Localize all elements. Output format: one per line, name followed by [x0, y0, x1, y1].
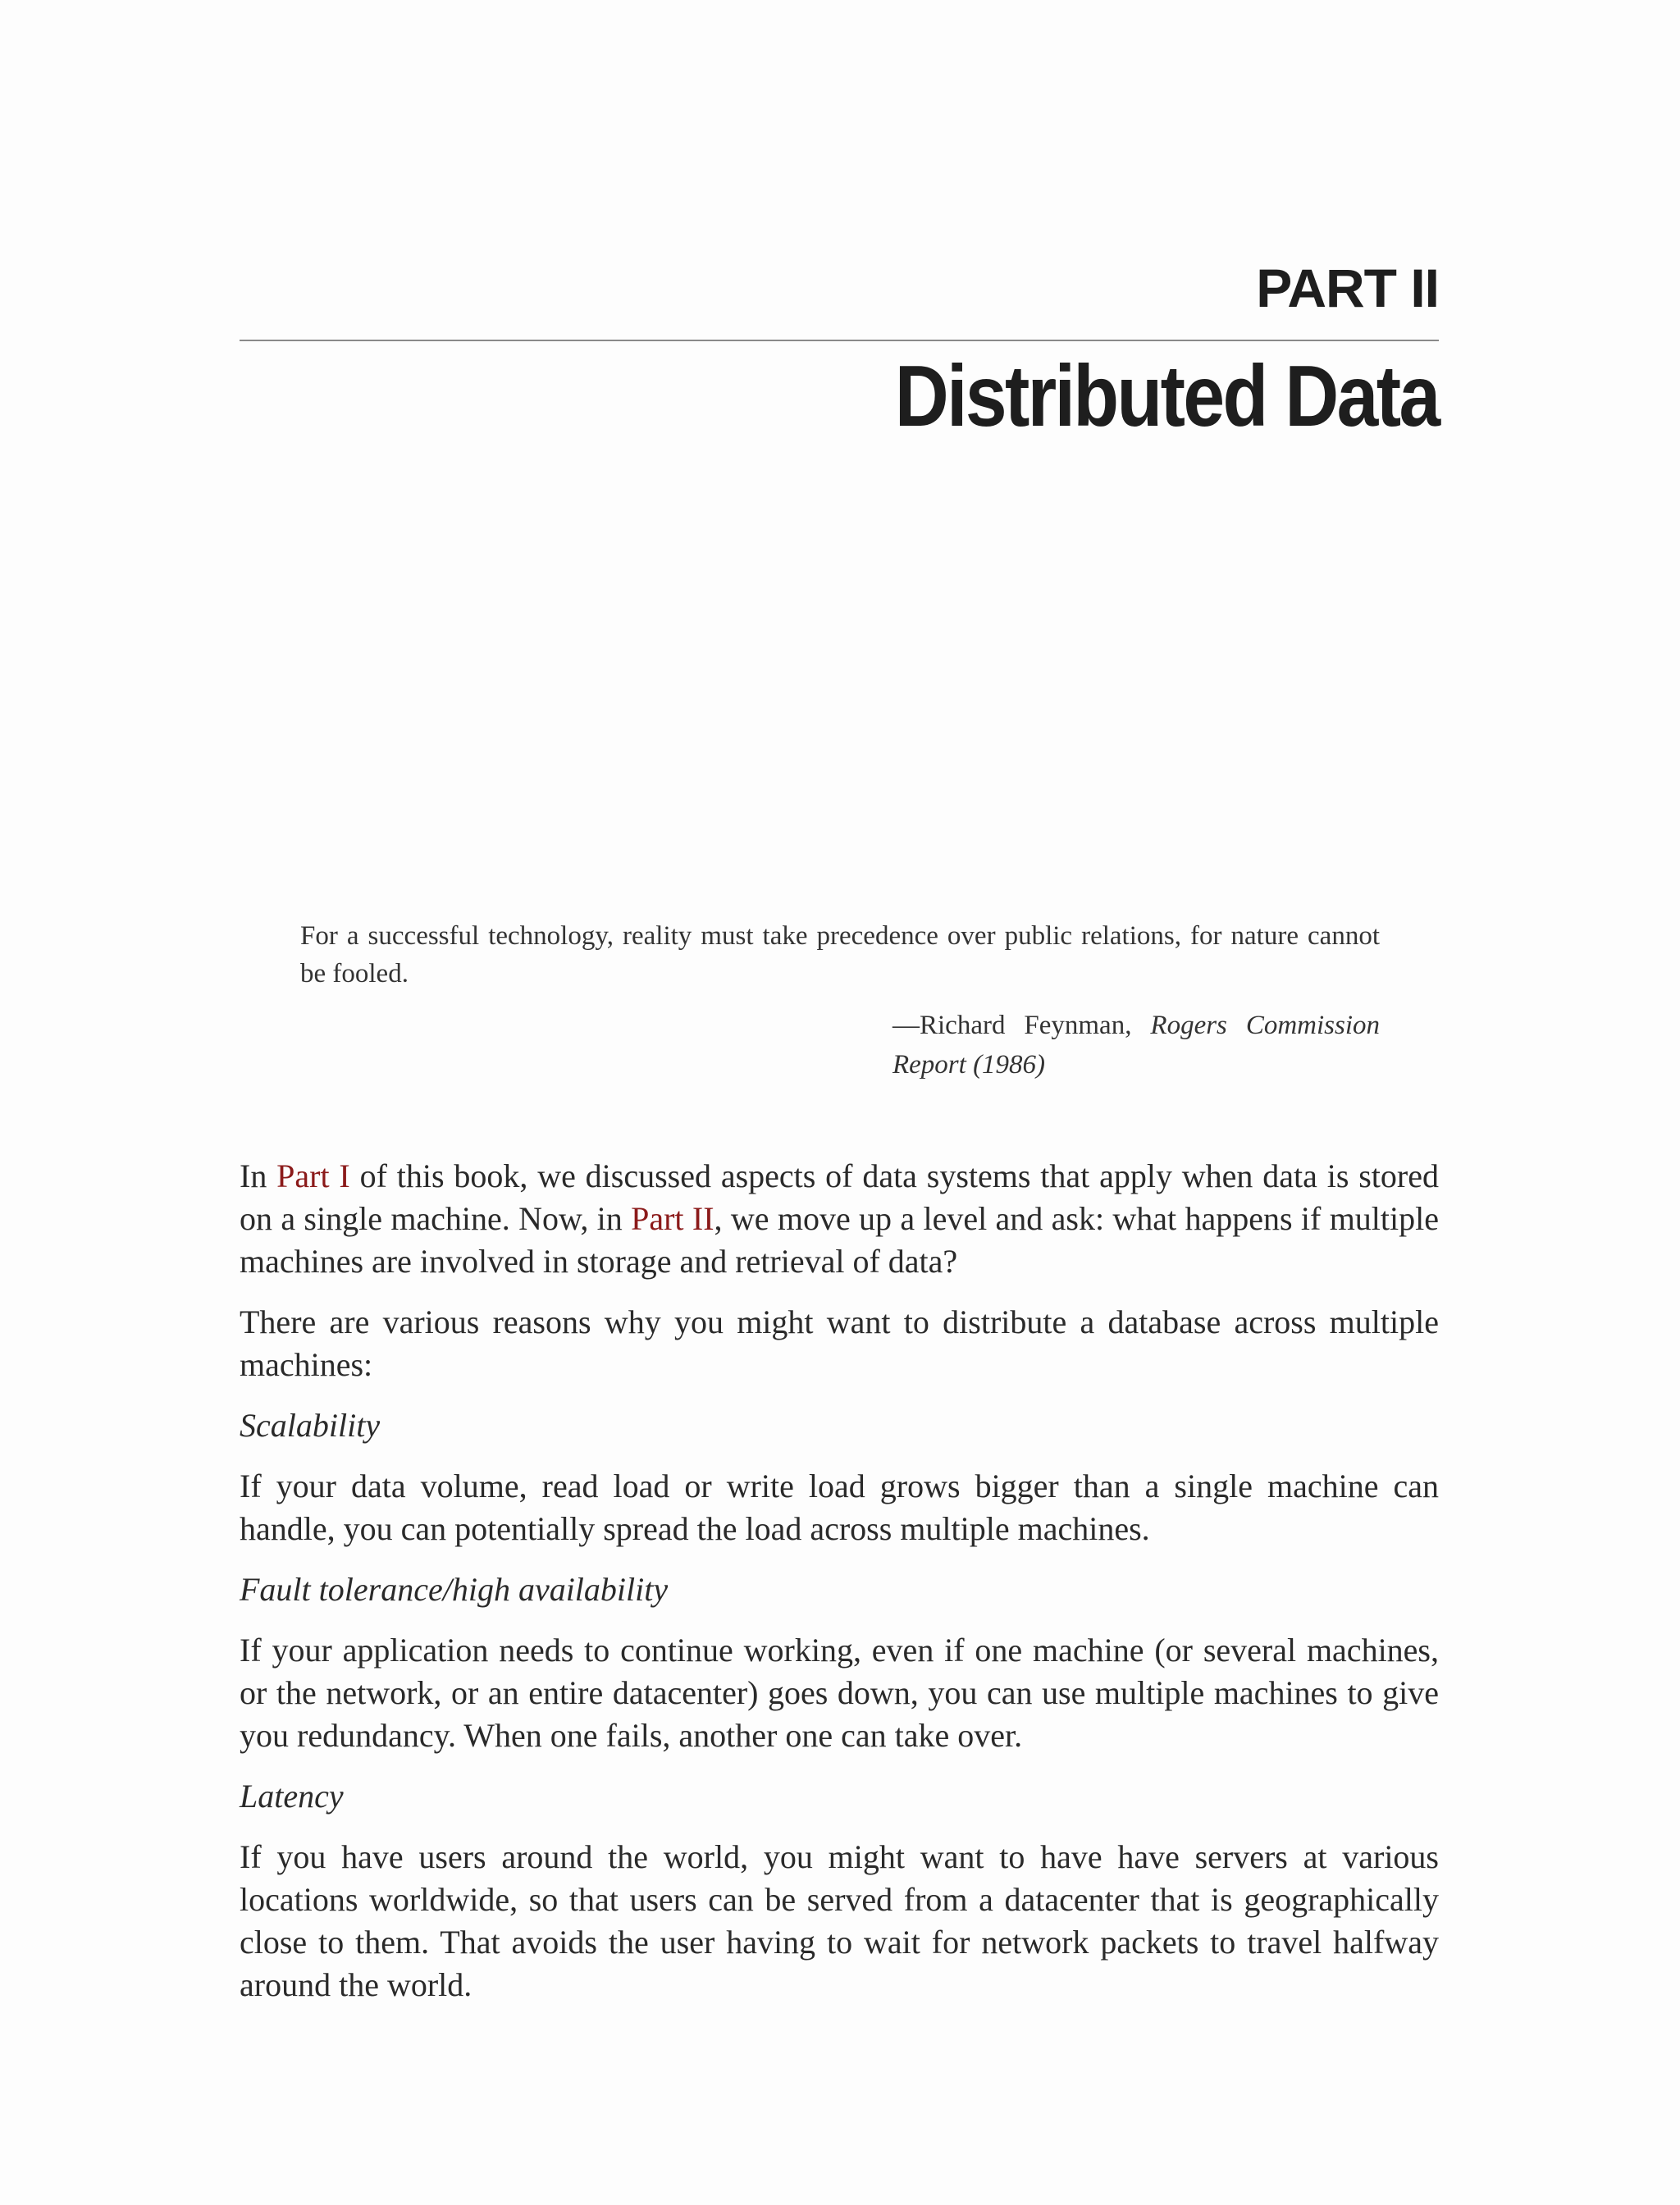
- part-title: Distributed Data: [895, 348, 1439, 445]
- epigraph-attribution: [892, 1006, 1380, 1084]
- part-i-link[interactable]: Part I: [276, 1157, 350, 1194]
- part-label: PART II: [1256, 258, 1439, 318]
- epigraph-author: —Richard Feynman,: [892, 1011, 1132, 1040]
- epigraph-work: Rogers Commission Report (1986): [892, 1011, 1381, 1080]
- reason-definition-scalability: If your data volume, read load or write load grows bigger than a single machine can handle, you can potentially spread the load across multiple machines.: [240, 1468, 1439, 1547]
- reason-definition-latency: If you have users around the world, you might want to have have servers at various locations worldwide, so that users can be served from a datacenter that is geographically close to them. That avoids the user having to wait for network packets to travel halfway around the world.: [240, 1838, 1439, 2003]
- intro-paragraph-1: [240, 1155, 1439, 1283]
- intro-text-1: In: [240, 1157, 277, 1194]
- part-ii-link[interactable]: Part II: [631, 1200, 714, 1237]
- epigraph-quote: For a successful technology, reality must take precedence over public relations, for nature cannot be fooled.: [300, 921, 1380, 988]
- reason-list: [240, 1404, 1439, 2006]
- intro-paragraph-2: There are various reasons why you might want to distribute a database across multiple machines:: [240, 1303, 1439, 1383]
- reason-term-latency: Latency: [240, 1778, 344, 1815]
- body-text: [240, 1155, 1439, 2025]
- title-rule: [240, 340, 1439, 341]
- intro-text-3: , we move up a level and ask: what happens if multiple machines are involved in storage and retrieval of data?: [240, 1200, 1440, 1280]
- reason-term-scalability: Scalability: [240, 1407, 381, 1444]
- intro-text-2: of this book, we discussed aspects of data systems that apply when data is stored on a single machine. Now, in: [240, 1157, 1439, 1237]
- reason-term-fault-tolerance: Fault tolerance/high availability: [240, 1571, 669, 1608]
- reason-definition-fault-tolerance: If your application needs to continue working, even if one machine (or several machines, or the network, or an entire datacenter) goes down, you can use multiple machines to give you redundancy. When one fails, another one can take over.: [240, 1632, 1439, 1754]
